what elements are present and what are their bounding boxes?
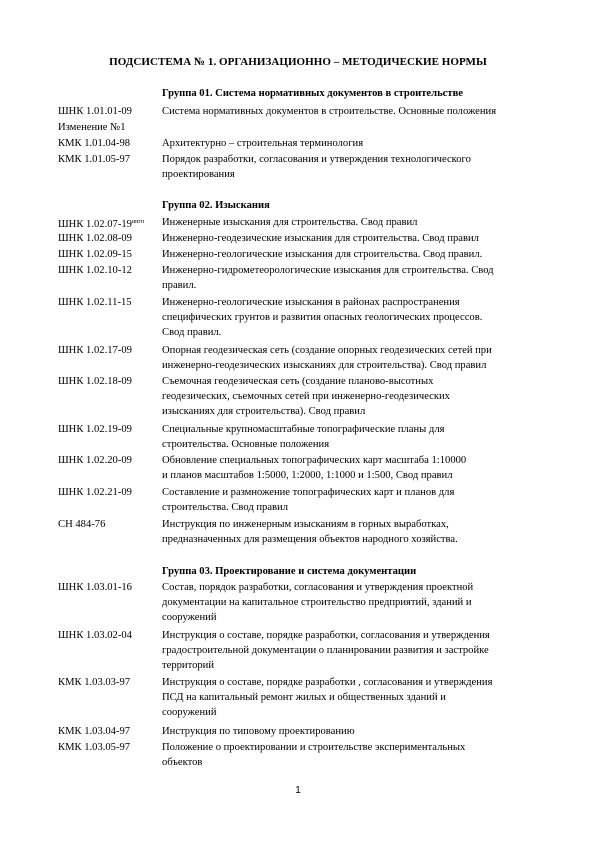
- description-line: Съемочная геодезическая сеть (создание планово-высотных: [162, 376, 434, 387]
- description-line: Положение о проектировании и строительстве экспериментальных: [162, 742, 466, 753]
- description-line: объектов: [162, 757, 203, 769]
- document-code: СН 484-76: [58, 519, 106, 530]
- document-description: [162, 422, 554, 452]
- description-line: сооружений: [162, 612, 217, 624]
- document-code: КМК 1.03.03-97: [58, 677, 131, 688]
- document-description: [162, 675, 554, 721]
- document-code: ШНК 1.02.20-09: [58, 455, 132, 466]
- description-line: Инженерно-гидрометеорологические изыскания для строительства. Свод: [162, 265, 494, 276]
- description-line: Составление и размножение топографических карт и планов для: [162, 487, 455, 498]
- document-code: ШНК 1.02.18-09: [58, 376, 132, 387]
- document-code: ШНК 1.02.21-09: [58, 487, 132, 498]
- description-line: изысканиях для строительства). Свод правил: [162, 406, 366, 418]
- description-line: Инженерно-геологические изыскания в районах распространения: [162, 297, 460, 308]
- description-line: Инженерно-геологические изыскания для строительства. Свод правил.: [162, 249, 483, 260]
- description-line: предназначенных для размещения объектов народного хозяйства.: [162, 534, 458, 546]
- description-line: Опорная геодезическая сеть (создание опорных геодезических сетей при: [162, 345, 492, 356]
- description-line: Специальные крупномасштабные топографические планы для: [162, 424, 445, 435]
- document-description: [162, 152, 554, 182]
- document-code: Изменение №1: [58, 122, 126, 133]
- document-description: [162, 580, 554, 626]
- description-line: Обновление специальных топографических карт масштаба 1:10000: [162, 455, 467, 466]
- description-line: Система нормативных документов в строительстве. Основные положения: [162, 106, 497, 117]
- document-code: ШНК 1.02.19-09: [58, 424, 132, 435]
- document-code: ШНК 1.03.02-04: [58, 630, 132, 641]
- description-line: специфических грунтов и развития опасных геологических процессов.: [162, 312, 483, 324]
- description-line: строительства. Свод правил: [162, 502, 289, 514]
- document-description: [162, 231, 554, 246]
- document-description: [162, 343, 554, 373]
- description-line: Инженерные изыскания для строительства. Свод правил: [162, 217, 418, 228]
- description-line: строительства. Основные положения: [162, 439, 330, 451]
- page-title: ПОДСИСТЕМА № 1. ОРГАНИЗАЦИОННО – МЕТОДИЧЕСКИЕ НОРМЫ: [109, 56, 487, 68]
- document-code: ШНК 1.02.11-15: [58, 297, 132, 308]
- description-line: Свод правил.: [162, 327, 222, 339]
- document-description: [162, 740, 554, 770]
- description-line: Инструкция по типовому проектированию: [162, 726, 355, 737]
- document-code: КМК 1.03.04-97: [58, 726, 131, 737]
- document-description: [162, 136, 554, 151]
- document-description: [162, 485, 554, 515]
- document-description: [162, 215, 554, 230]
- description-line: Порядок разработки, согласования и утверждения технологического: [162, 154, 471, 165]
- document-description: [162, 295, 554, 341]
- description-line: Инструкция о составе, порядке разработки, согласования и утверждения: [162, 630, 490, 641]
- description-line: Инструкция о составе, порядке разработки , согласования и утверждения: [162, 677, 493, 688]
- group-03-title: Группа 03. Проектирование и система документации: [162, 566, 417, 577]
- description-line: Инженерно-геодезические изыскания для строительства. Свод правил: [162, 233, 479, 244]
- document-description: [162, 724, 554, 739]
- document-code: ШНК 1.03.01-16: [58, 582, 132, 593]
- description-line: проектирования: [162, 169, 235, 181]
- description-line: инженерно-геодезических изысканиях для строительства). Свод правил: [162, 360, 487, 372]
- description-line: территорий: [162, 660, 215, 672]
- description-line: правил.: [162, 280, 197, 292]
- description-line: Архитектурно – строительная терминология: [162, 138, 364, 149]
- description-line: Состав, порядок разработки, согласования и утверждения проектной: [162, 582, 474, 593]
- document-description: [162, 374, 554, 420]
- description-line: градостроительной документации о планировании развития и застройке: [162, 645, 489, 657]
- document-description: [162, 517, 554, 547]
- document-code: ШНК 1.02.10-12: [58, 265, 132, 276]
- group-01-title: Группа 01. Система нормативных документов в строительстве: [162, 88, 463, 99]
- document-description: [162, 453, 554, 483]
- document-code: ШНК $1.02.07-19^{ингп}$: [58, 219, 145, 230]
- document-code: КМК 1.01.04-98: [58, 138, 131, 149]
- document-code: КМК 1.01.05-97: [58, 154, 131, 165]
- code-superscript: ингп: [131, 219, 145, 225]
- document-code: ШНК 1.02.17-09: [58, 345, 132, 356]
- page-number: 1: [295, 785, 301, 796]
- document-description: [162, 263, 554, 293]
- description-line: документации на капитальное строительство предприятий, зданий и: [162, 597, 472, 609]
- document-description: [162, 104, 554, 119]
- description-line: сооружений: [162, 707, 217, 719]
- document-description: [162, 628, 554, 674]
- description-line: геодезических, съемочных сетей при инженерно-геодезических: [162, 391, 450, 403]
- group-02-title: Группа 02. Изыскания: [162, 200, 270, 211]
- document-code: ШНК 1.02.08-09: [58, 233, 132, 244]
- description-line: Инструкция по инженерным изысканиям в горных выработках,: [162, 519, 449, 530]
- document-code: КМК 1.03.05-97: [58, 742, 131, 753]
- description-line: ПСД на капитальный ремонт жилых и общественных зданий и: [162, 692, 446, 704]
- description-line: и планов масштабов 1:5000, 1:2000, 1:1000 и 1:500, Свод правил: [162, 470, 453, 482]
- document-code: ШНК 1.02.09-15: [58, 249, 132, 260]
- document-code: ШНК 1.01.01-09: [58, 106, 132, 117]
- document-description: [162, 247, 554, 262]
